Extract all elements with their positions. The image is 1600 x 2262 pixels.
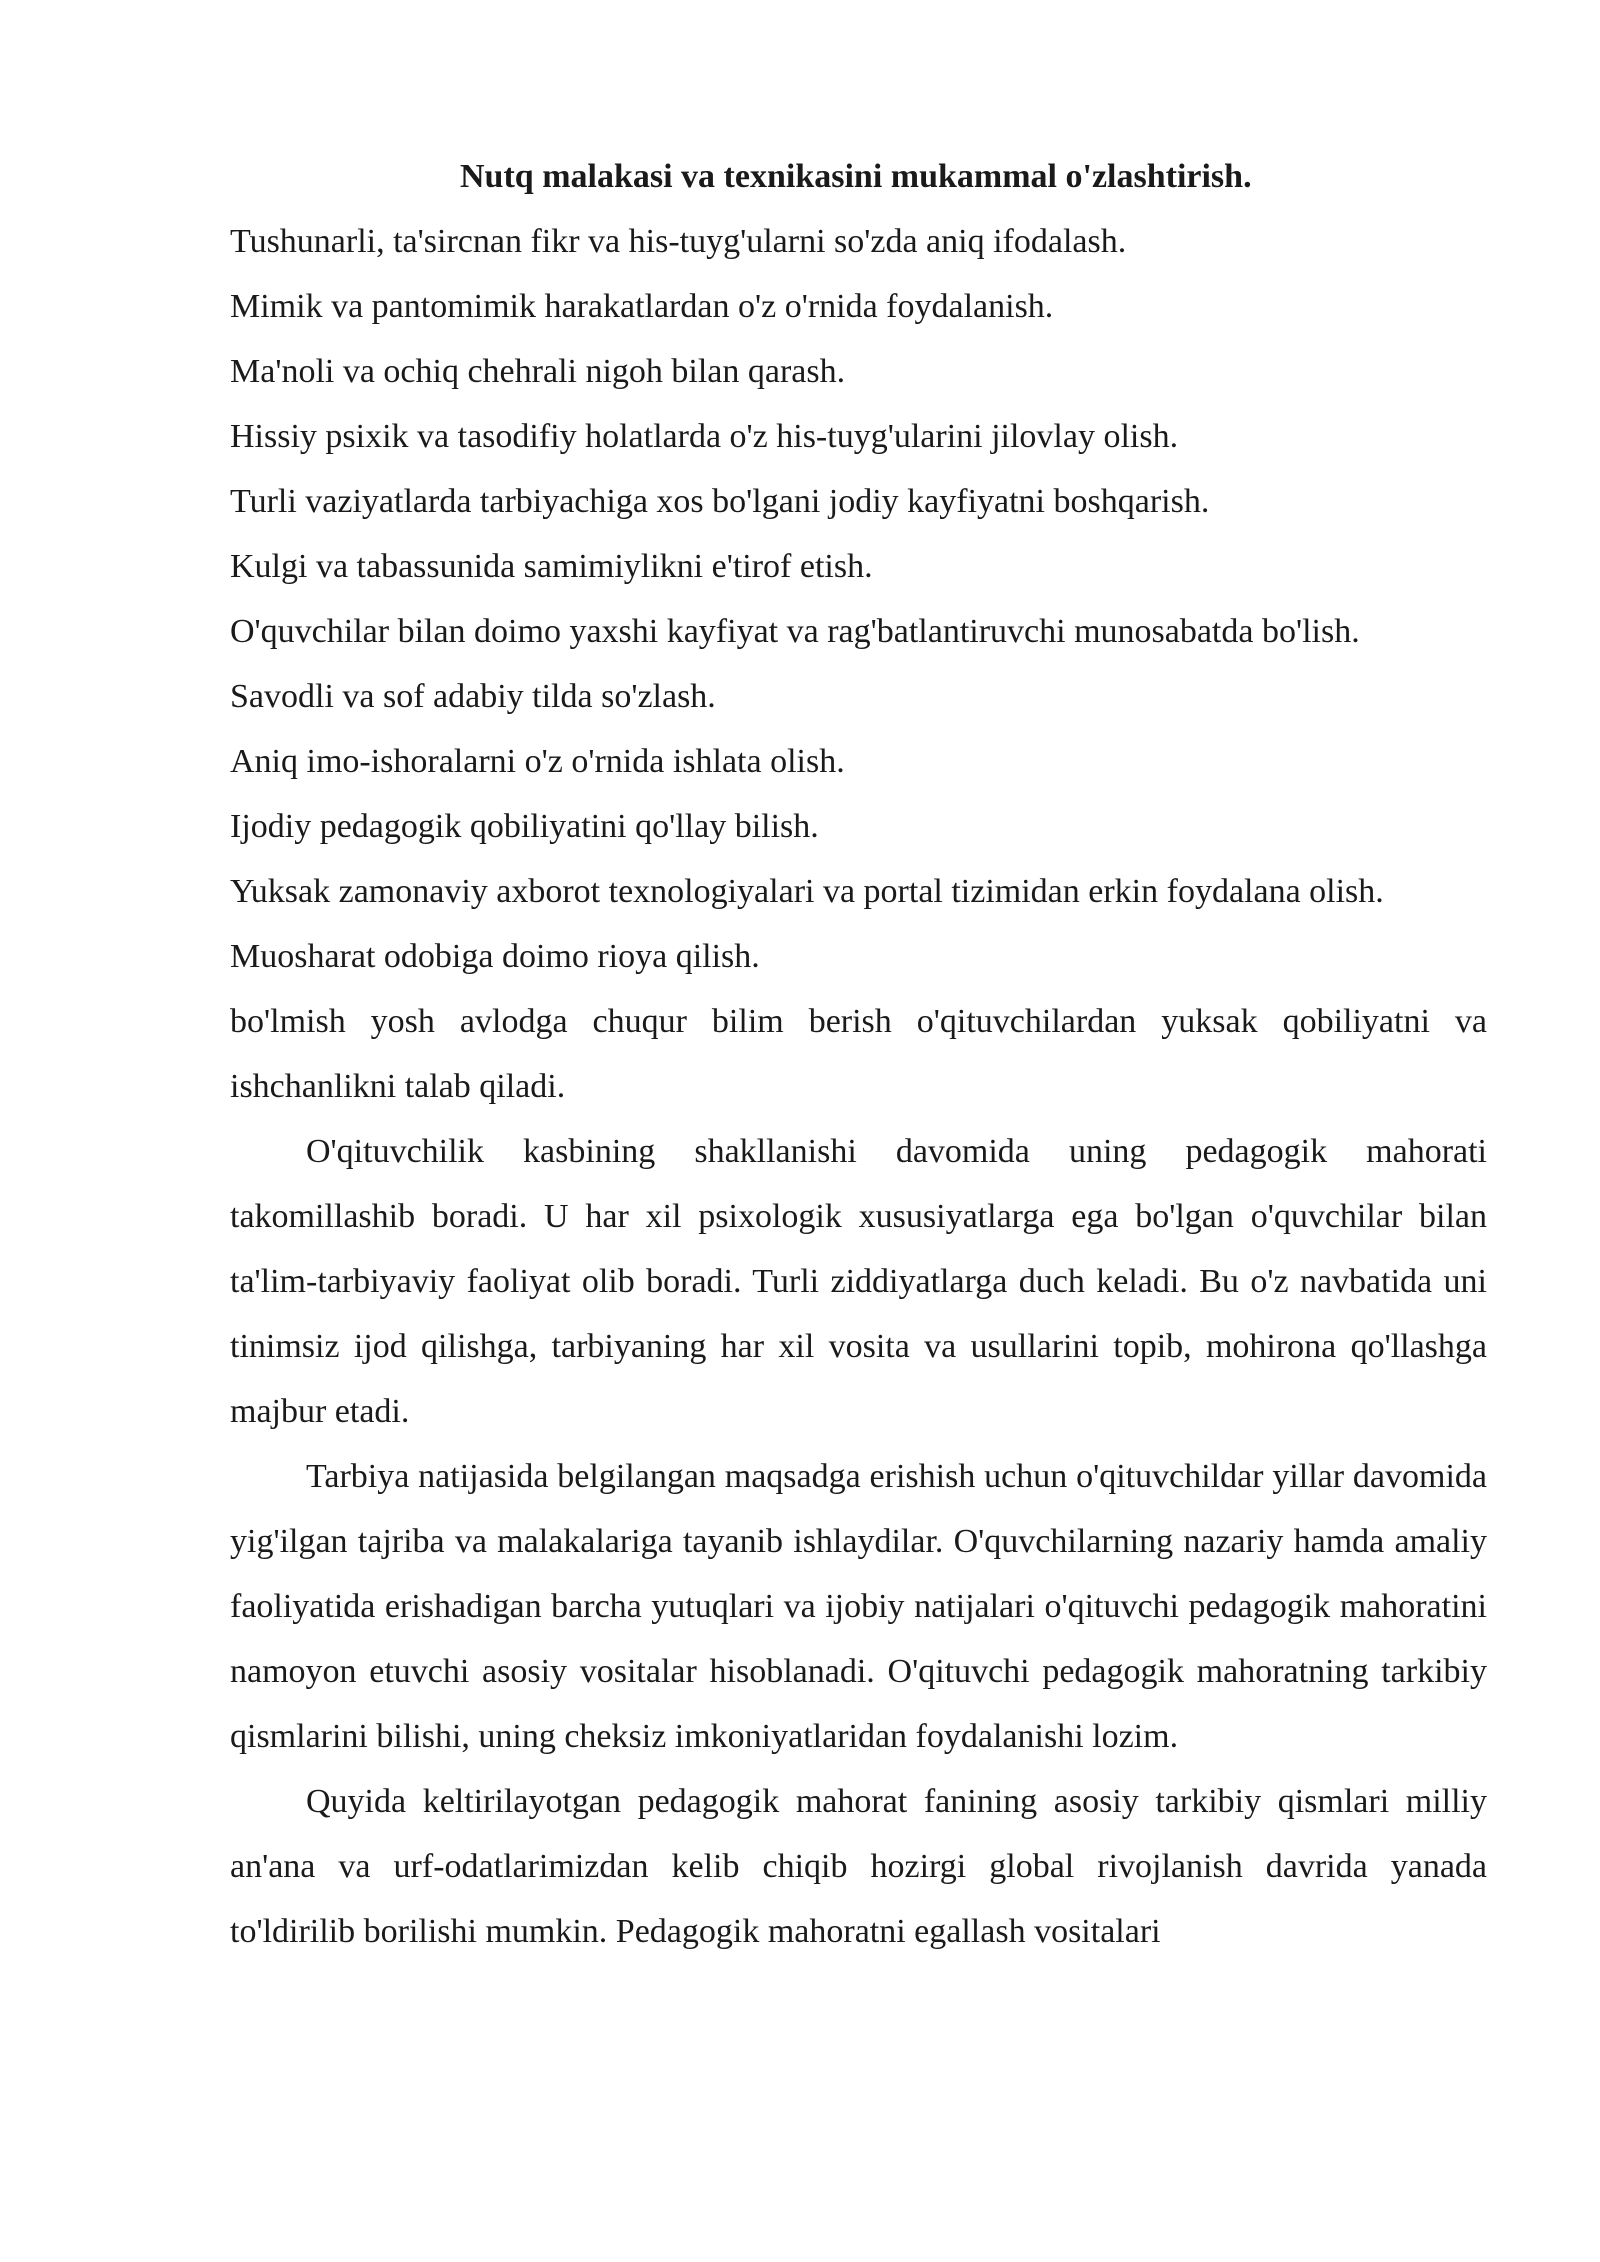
list-item: Yuksak zamonaviy axborot texnologiyalari va portal tizimidan erkin foydalana olish. — [230, 873, 1384, 910]
body-paragraph: O'qituvchilik kasbining shakllanishi davomida uning pedagogik mahorati takomillashib boradi. U har xil psixologik xususiyatlarga ega bo'lgan o'quvchilar bilan ta'lim-tarbiyaviy faoliyat olib boradi. Turli ziddiyatlarga duch keladi. Bu o'z navbatida uni tinimsiz ijod qilishga, tarbiyaning har xil vosita va usullarini topib, mohirona qo'llashga majbur etadi. — [230, 1133, 1487, 1430]
list-item: bo'lmish yosh avlodga chuqur bilim berish o'qituvchilardan yuksak qobiliyatni va ishchanlikni talab qiladi. — [230, 1003, 1487, 1105]
body-paragraph: Tarbiya natijasida belgilangan maqsadga erishish uchun o'qituvchildar yillar davomida yig'ilgan tajriba va malakalariga tayanib ishlaydilar. O'quvchilarning nazariy hamda amaliy faoliyatida erishadigan barcha yutuqlari va ijobiy natijalari o'qituvchi pedagogik mahoratini namoyon etuvchi asosiy vositalar hisoblanadi. O'qituvchi pedagogik mahoratning tarkibiy qismlarini bilishi, uning cheksiz imkoniyatlaridan foydalanishi lozim. — [230, 1458, 1487, 1755]
list-item: Hissiy psixik va tasodifiy holatlarda o'z his-tuyg'ularini jilovlay olish. — [230, 418, 1179, 455]
list-item: Muosharat odobiga doimo rioya qilish. — [230, 938, 760, 975]
list-item: O'quvchilar bilan doimo yaxshi kayfiyat va rag'batlantiruvchi munosabatda bo'lish. — [230, 613, 1360, 650]
list-item: Turli vaziyatlarda tarbiyachiga xos bo'lgani jodiy kayfiyatni boshqarish. — [230, 483, 1210, 520]
document-page — [230, 0, 1487, 1964]
list-item: Tushunarli, ta'sircnan fikr va his-tuyg'ularni so'zda aniq ifodalash. — [230, 223, 1127, 260]
list-item: Ijodiy pedagogik qobiliyatini qo'llay bilish. — [230, 808, 819, 845]
list-item: Ma'noli va ochiq chehrali nigoh bilan qarash. — [230, 353, 846, 390]
skills-list — [230, 209, 1487, 1119]
body-paragraph: Quyida keltirilayotgan pedagogik mahorat fanining asosiy tarkibiy qismlari milliy an'ana va urf-odatlarimizdan kelib chiqib hozirgi global rivojlanish davrida yanada to'ldirilib borilishi mumkin. Pedagogik mahoratni egallash vositalari — [230, 1783, 1487, 1950]
document-title: Nutq malakasi va texnikasini mukammal o'zlashtirish. — [460, 158, 1252, 195]
list-item: Kulgi va tabassunida samimiylikni e'tirof etish. — [230, 548, 873, 585]
list-item: Aniq imo-ishoralarni o'z o'rnida ishlata olish. — [230, 743, 845, 780]
list-item: Savodli va sof adabiy tilda so'zlash. — [230, 678, 716, 715]
list-item: Mimik va pantomimik harakatlardan o'z o'rnida foydalanish. — [230, 288, 1054, 325]
